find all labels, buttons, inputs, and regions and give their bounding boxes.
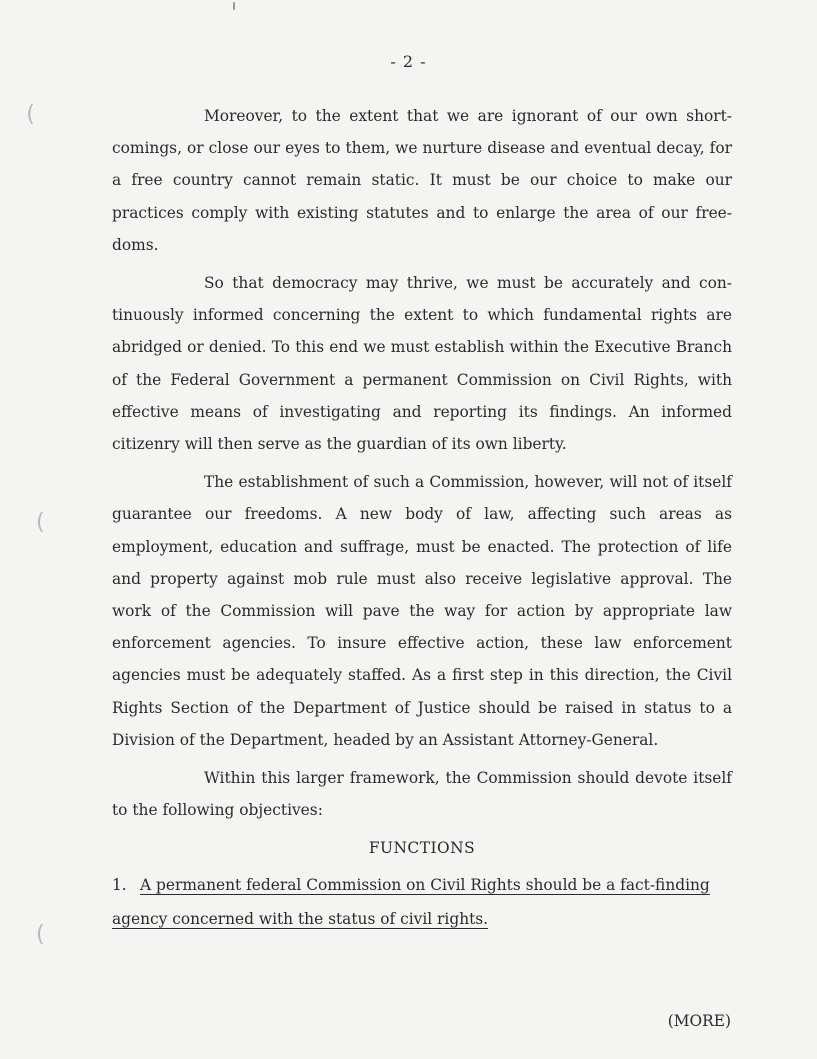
paragraph-establishment: The establishment of such a Commission, however, will not of itself guarantee our freedoms. A new body of law, affecting such areas as employment, education and suffrage, must be enacted. The protection of life and property against mob rule must also receive legislative approval. The work of the Commission will pave the way for action by appropriate law enforcement agencies. To insure effective action, these law enforcement agencies must be adequately staffed. As a first step in this direction, the Civil Rights Section of the Department of Justice should be raised in status to a Division of the Department, headed by an Assistant Attorney-General. [112,473,732,749]
paragraph-democracy: So that democracy may thrive, we must be accurately and con-tinuously informed concerning the extent to which fundamental rights are abridged or denied. To this end we must establish within the Executive Branch of the Federal Government a permanent Commission on Civil Rights, with effective means of investigating and reporting its findings. An informed citizenry will then serve as the guardian of its own liberty. [112,274,732,454]
continuation-marker: (MORE) [667,1012,731,1030]
function-item [112,868,732,936]
function-item-text: A permanent federal Commission on Civil Rights should be a fact-finding agency concerned with the status of civil rights. [112,876,710,929]
document-body [112,100,732,936]
page-number: - 2 - [390,52,427,71]
scan-speck [233,2,235,10]
paragraph-ignorance: Moreover, to the extent that we are ignorant of our own short-comings, or close our eyes to them, we nurture disease and eventual decay, for a free country cannot remain static. It must be our choice to make our practices comply with existing statutes and to enlarge the area of our free-doms. [112,107,732,254]
function-item-number: 1. [112,876,127,895]
paragraph-framework: Within this larger framework, the Commission should devote itself to the following objectives: [112,769,732,820]
binder-hole-mark-icon: ( [36,922,45,947]
binder-hole-mark-icon: ( [24,102,35,127]
section-heading: FUNCTIONS [368,839,476,858]
binder-hole-mark-icon: ( [36,510,45,535]
